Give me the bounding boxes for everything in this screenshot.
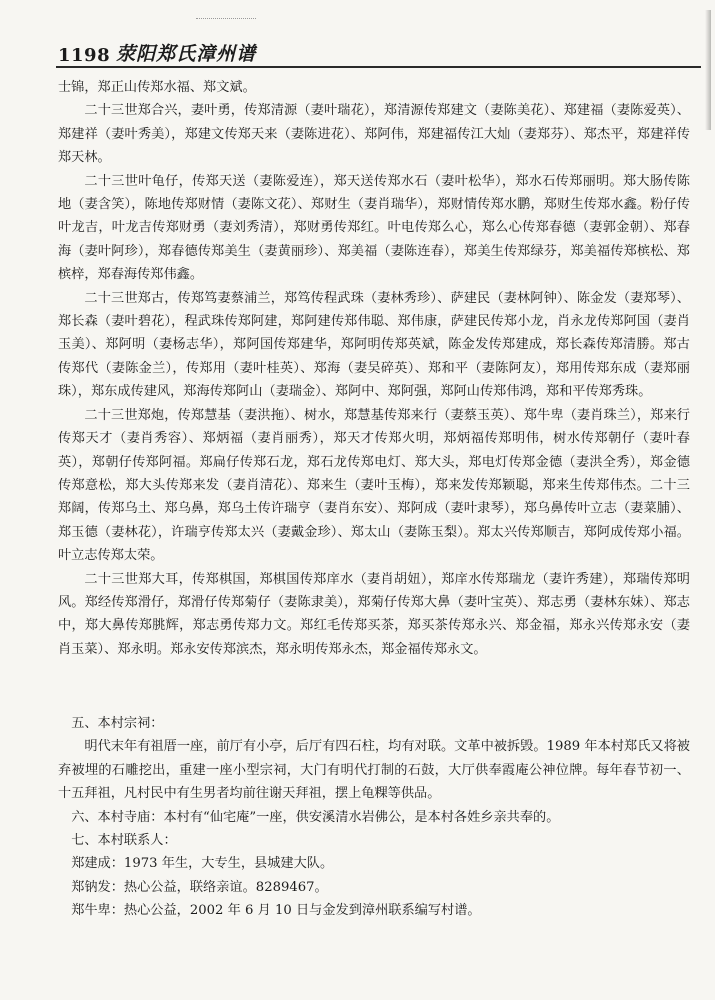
- contact-line: 郑牛卑：热心公益，2002 年 6 月 10 日与金发到漳州联系编写村谱。: [71, 903, 481, 919]
- genealogy-text: [58, 76, 690, 661]
- paragraph: 士锦，郑正山传郑水福、郑文斌。: [58, 80, 256, 95]
- header-rule: [56, 66, 701, 68]
- paragraph: 二十三世郑合兴，妻叶勇，传郑清源（妻叶瑞花），郑清源传郑建文（妻陈美花）、郑建福（妻陈爱英）、郑建祥（妻叶秀美），郑建文传郑天来（妻陈进花）、郑阿伟，郑建福传江大灿（妻郑芬）、郑杰平，郑建祥传郑天林。: [58, 103, 690, 166]
- page-edge-shadow: [705, 10, 711, 130]
- section-heading: 七、本村联系人：: [71, 833, 177, 849]
- contact-line: 郑钠发：热心公益，联络亲谊。8289467。: [71, 879, 328, 895]
- paragraph: 二十三世郑古，传郑笃妻蔡浦兰，郑笃传程武珠（妻林秀珍）、萨建民（妻林阿钟）、陈金发（妻郑琴）、郑长森（妻叶碧花），程武珠传郑阿建，郑阿建传郑伟聪、郑伟康，萨建民传郑小龙，肖永龙传郑阿国（妻肖玉美）、郑阿明（妻杨志华），郑阿国传郑建华，郑阿明传郑英斌，陈金发传郑建成，郑长森传郑清勝。郑古传郑代（妻陈金兰），传郑用（妻叶桂英）、郑海（妻吴碎英）、郑和平（妻陈阿友），郑用传郑东成（妻郑丽珠），郑东成传建风，郑海传郑阿山（妻瑞金）、郑阿中、郑阿强，郑阿山传郑伟鸿，郑和平传郑秀珠。: [58, 290, 690, 400]
- paragraph: 二十三世叶龟仔，传郑天送（妻陈爱连），郑天送传郑水石（妻叶松华），郑水石传郑丽明。郑大肠传陈地（妻含笑），陈地传郑财情（妻陈文花）、郑财生（妻肖瑞华），郑财情传郑水鹏，郑财生传郑水鑫。粉仔传叶龙吉，叶龙吉传郑财勇（妻刘秀清），郑财勇传郑红。叶电传郑么心，郑么心传郑春德（妻郭金朝）、郑春海（妻叶阿珍），郑春德传郑美生（妻黄丽珍）、郑美福（妻陈连春），郑美生传郑绿芬，郑美福传郑槟松、郑槟梓，郑春海传郑伟鑫。: [58, 173, 690, 283]
- section-body: 明代末年有祖厝一座，前厅有小亭，后厅有四石柱，均有对联。文革中被拆毁。1989 年本村郑氏又将被弃被埋的石雕挖出，重建一座小型宗祠，大门有明代打制的石鼓，大厅供奉霞庵公神位牌。每年春节初一、十五拜祖，凡村民中有生男者均前往谢天拜祖，摆上龟粿等供品。: [58, 739, 690, 802]
- scan-artifact: [196, 18, 256, 21]
- village-info-sections: [58, 712, 690, 923]
- paragraph: 二十三世郑炮，传郑慧基（妻洪拖）、树水，郑慧基传郑来行（妻蔡玉英）、郑牛卑（妻肖珠兰），郑来行传郑天才（妻肖秀容）、郑炳福（妻肖丽秀），郑天才传郑火明，郑炳福传郑明伟，树水传郑朝仔（妻叶春英），郑朝仔传郑阿福。郑扁仔传郑石龙，郑石龙传郑电灯、郑大头，郑电灯传郑金德（妻洪全秀），郑金德传郑意松，郑大头传郑来发（妻肖清花）、郑来生（妻叶玉梅），郑来发传郑颖聪，郑来生传郑伟杰。二十三郑阔，传郑乌土、郑乌鼻，郑乌土传许瑞亨（妻肖东安）、郑阿成（妻叶隶琴），郑乌鼻传叶立志（妻菜脯）、郑玉德（妻林花），许瑞亨传郑太兴（妻戴金珍）、郑太山（妻陈玉梨）。郑太兴传郑顺吉，郑阿成传郑小福。叶立志传郑太荣。: [58, 407, 690, 564]
- section-heading: 六、本村寺庙：本村有“仙宅庵”一座，供安溪清水岩佛公，是本村各姓乡亲共奉的。: [71, 809, 560, 825]
- page-header: [58, 36, 698, 66]
- section-heading: 五、本村宗祠：: [71, 716, 164, 731]
- paragraph: 二十三世郑大耳，传郑棋国，郑棋国传郑庠水（妻肖胡妞），郑庠水传郑瑞龙（妻许秀建），郑瑞传郑明风。郑经传郑滑仔，郑滑仔传郑菊仔（妻陈隶美），郑菊仔传郑大鼻（妻叶宝英）、郑志勇（妻林东妹）、郑志中，郑大鼻传郑朓辉，郑志勇传郑力文。郑红毛传郑买茶，郑买茶传郑永兴、郑金福，郑永兴传郑永安（妻肖玉菜）、郑永明。郑永安传郑滨杰，郑永明传郑永杰，郑金福传郑永文。: [58, 571, 690, 657]
- page-number: 1198: [58, 45, 111, 66]
- contact-line: 郑建成：1973 年生，大专生，县城建大队。: [71, 856, 334, 872]
- book-title: 荥阳郑氏漳州谱: [116, 43, 257, 65]
